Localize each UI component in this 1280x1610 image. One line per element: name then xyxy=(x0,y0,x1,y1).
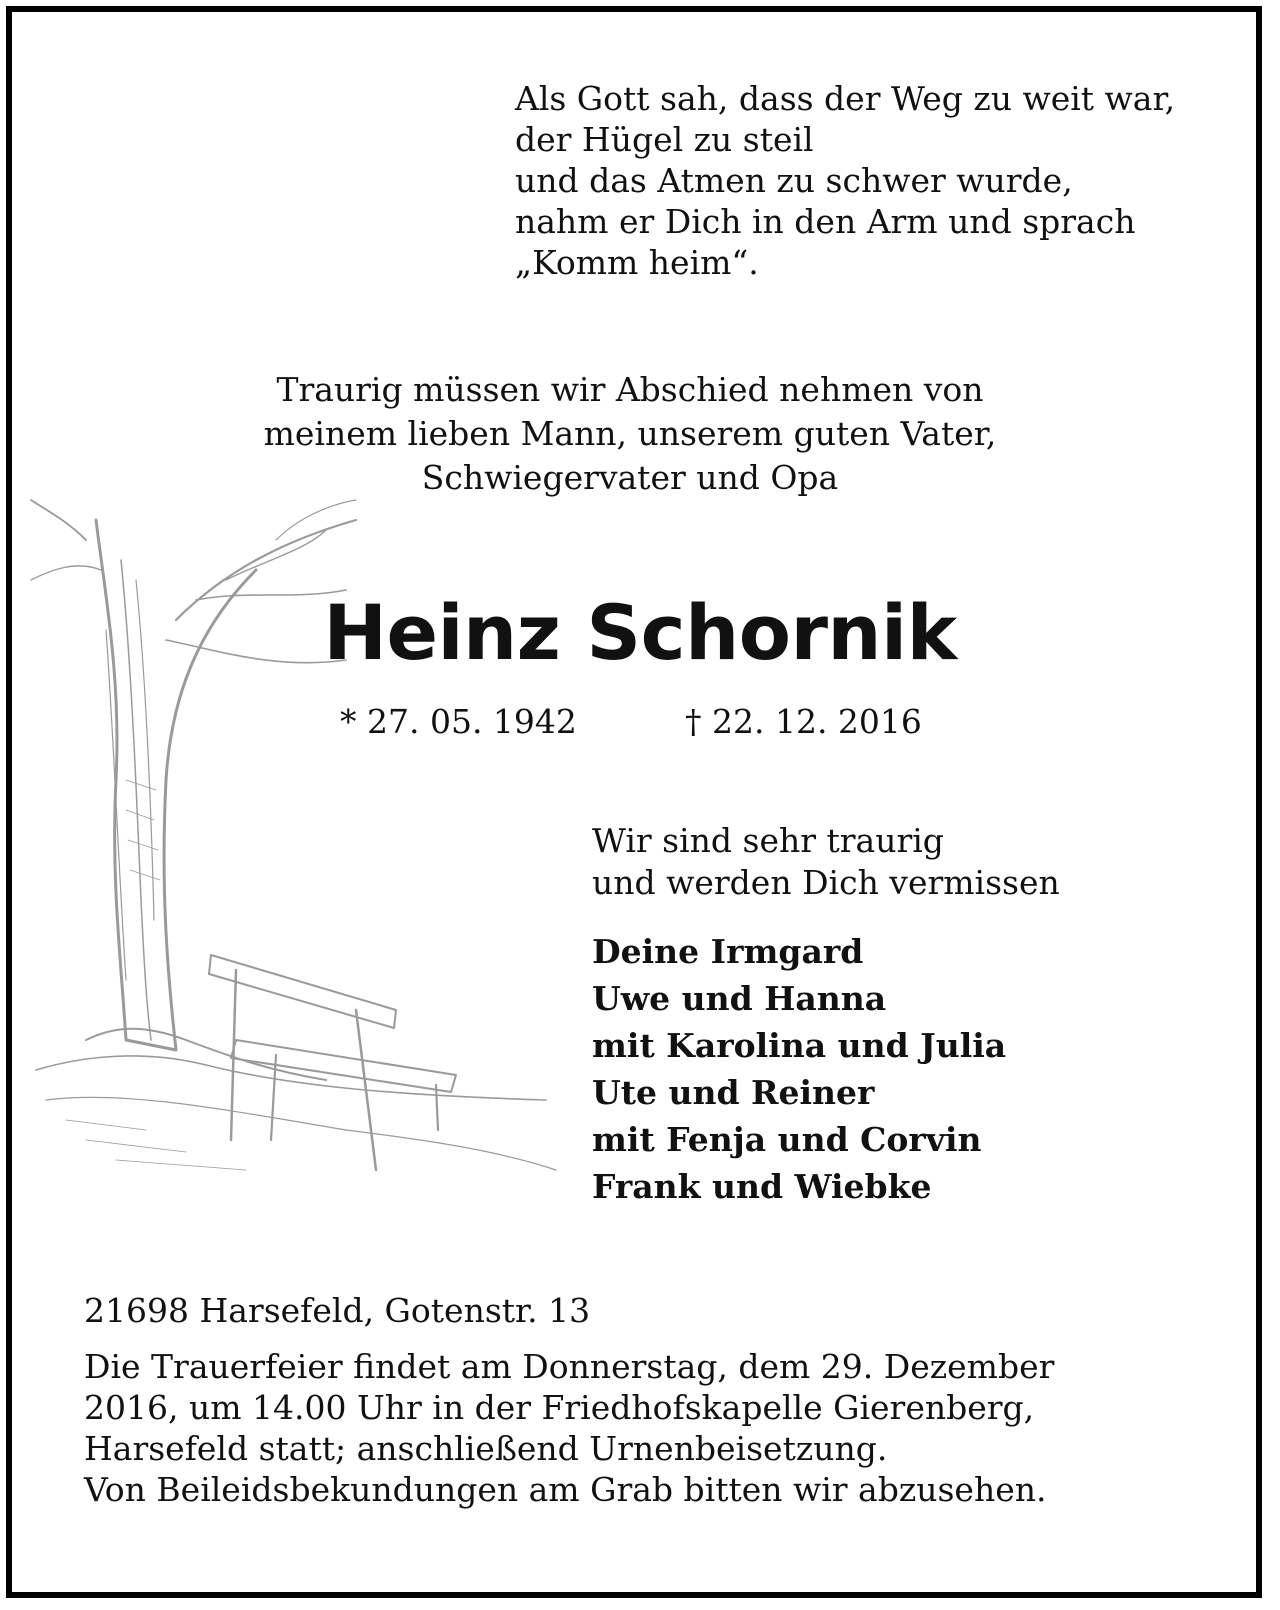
poem-line: und das Atmen zu schwer wurde, xyxy=(515,161,1073,200)
service-line: Die Trauerfeier findet am Donnerstag, dem 29. Dezember xyxy=(84,1347,1055,1386)
poem-line: „Komm heim“. xyxy=(515,243,759,282)
family-member: Ute und Reiner xyxy=(592,1073,875,1112)
family-member: Uwe und Hanna xyxy=(592,979,887,1018)
service-line: Von Beileidsbekundungen am Grab bitten wir abzusehen. xyxy=(84,1470,1047,1509)
family-member: mit Karolina und Julia xyxy=(592,1026,1007,1065)
closing-line: Wir sind sehr traurig xyxy=(592,821,944,860)
intro-line: meinem lieben Mann, unserem guten Vater, xyxy=(263,414,997,453)
bench-backrest xyxy=(209,955,396,1028)
family-member: mit Fenja und Corvin xyxy=(592,1120,982,1159)
intro-line: Schwiegervater und Opa xyxy=(421,458,839,497)
family-list xyxy=(592,928,1232,1210)
family-member: Frank und Wiebke xyxy=(592,1167,932,1206)
birth-date: * 27. 05. 1942 xyxy=(340,702,577,741)
closing-line: und werden Dich vermissen xyxy=(592,863,1060,902)
service-line: Harsefeld statt; anschließend Urnenbeisetzung. xyxy=(84,1429,888,1468)
poem xyxy=(515,78,1215,283)
deceased-name: Heinz Schornik xyxy=(323,588,957,677)
poem-line: der Hügel zu steil xyxy=(515,120,814,159)
closing-text xyxy=(592,820,1232,904)
death-date: † 22. 12. 2016 xyxy=(685,702,922,741)
poem-line: Als Gott sah, dass der Weg zu weit war, xyxy=(515,79,1176,118)
poem-line: nahm er Dich in den Arm und sprach xyxy=(515,202,1136,241)
service-details xyxy=(84,1346,1214,1510)
intro-line: Traurig müssen wir Abschied nehmen von xyxy=(276,370,984,409)
family-member: Deine Irmgard xyxy=(592,932,864,971)
tree-roots xyxy=(86,1029,326,1080)
address: 21698 Harsefeld, Gotenstr. 13 xyxy=(84,1291,591,1330)
service-line: 2016, um 14.00 Uhr in der Friedhofskapelle Gierenberg, xyxy=(84,1388,1035,1427)
